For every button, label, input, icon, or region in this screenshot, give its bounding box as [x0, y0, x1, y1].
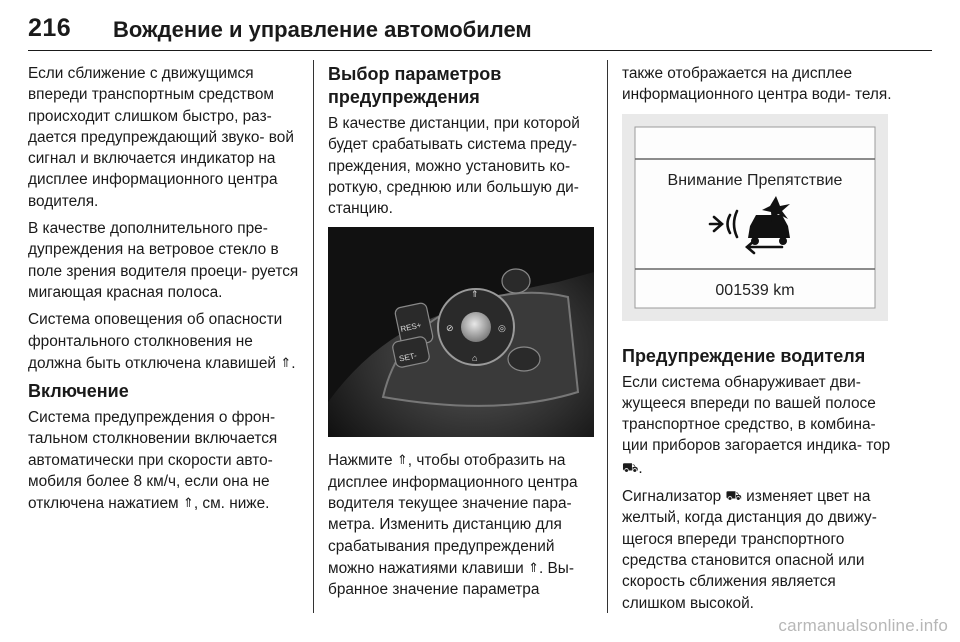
paragraph: Система оповещения об опасности фронтального столкновения не должна быть отключена клавишей ⇑. [28, 311, 296, 372]
distance-key-icon: ⇑ [528, 559, 539, 575]
distance-key-icon: ⇑ [471, 289, 479, 300]
paragraph: В качестве дополнительного пре- дупреждения на ветровое стекло в поле зрения водителя проеци- руется мигающая красная полоса. [28, 220, 299, 301]
paragraph: Если сближение с движущимся впереди транспортным средством происходит слишком быстро, раз- дается предупреждающий звуко- вой сигнал и включается индикатор на дисплее информационного центра водителя. [28, 65, 294, 210]
paragraph: Система предупреждения о фрон- тальном столкновении включается автоматически при скорости авто- мобиля более 8 км/ч, если она не отключена нажатием ⇑, см. ниже. [28, 409, 278, 513]
column-2 [328, 63, 594, 607]
column-divider [607, 60, 608, 613]
paragraph: В качестве дистанции, при которой будет срабатывать система преду- преждения, можно установить ко- роткую, среднюю или большую ди- станцию. [328, 115, 580, 218]
cruise-cancel-icon: ⊘ [446, 323, 454, 334]
page-header [28, 12, 932, 51]
steering-wheel-photo [328, 227, 594, 437]
display-warning-title: Внимание Препятствие [667, 171, 843, 189]
lane-icon: ⌂ [472, 353, 478, 364]
column-divider [313, 60, 314, 613]
section-heading: Предупреждение водителя [622, 345, 866, 366]
vehicle-ahead-icon: ⛟ [622, 459, 639, 475]
odometer-readout: 001539 km [715, 281, 795, 299]
section-heading: Включение [28, 381, 129, 402]
res-button-label: RES+ [399, 321, 423, 335]
watermark: carmanualsonline.info [778, 616, 948, 635]
paragraph: Если система обнаруживает дви- жущееся впереди по вашей полосе транспортное средство, в комбина- ции приборов загорается индика- тор ⛟. [622, 373, 891, 477]
column-1 [28, 63, 300, 521]
page-number: 216 [28, 14, 72, 42]
set-button-label: SET- [398, 351, 418, 364]
paragraph: Нажмите ⇑, чтобы отобразить на дисплее информационного центра водителя текущее значение пара- метра. Изменить дистанцию для срабатывания предупреждений можно нажатиями клавиши ⇑. Вы- бранное значение параметра [328, 452, 578, 599]
paragraph: Сигнализатор ⛟ изменяет цвет на желтый, когда дистанция до движу- щегося впереди транспортного средства становится опасной или скорость сближения является слишком высокой. [622, 488, 877, 612]
distance-key-icon: ⇑ [182, 495, 194, 511]
page-title: Вождение и управление автомобилем [113, 17, 532, 42]
distance-key-icon: ⇑ [280, 354, 292, 370]
driver-info-display [622, 114, 888, 321]
distance-key-icon: ⇑ [396, 452, 408, 468]
limiter-icon: ◎ [498, 323, 506, 334]
vehicle-ahead-icon: ⛟ [725, 488, 742, 504]
column-3 [622, 63, 894, 620]
section-heading: Выбор параметров предупреждения [328, 64, 502, 107]
paragraph: также отображается на дисплее информационного центра води- теля. [622, 65, 892, 104]
